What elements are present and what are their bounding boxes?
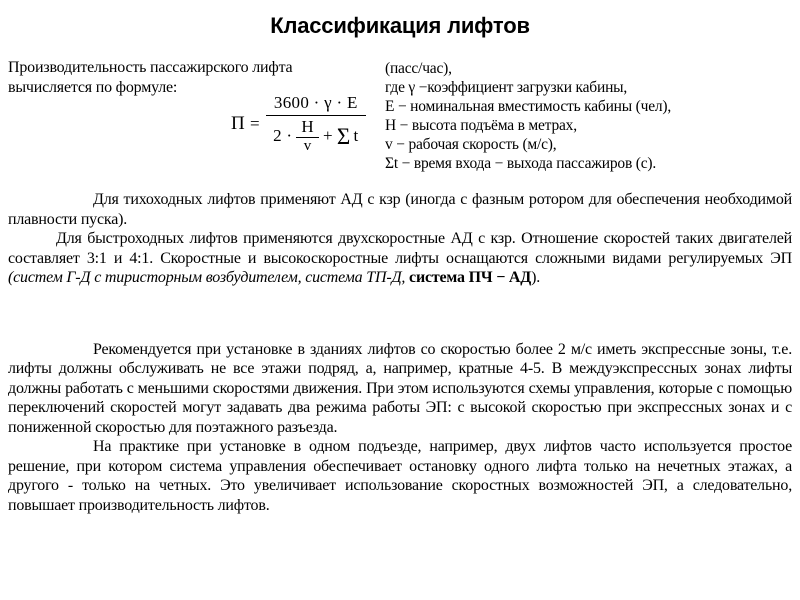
paragraph-slow-elevators: Для тихоходных лифтов применяют АД с кзр (иногда с фазным ротором для обеспечения необходимой плавности пуска). — [8, 191, 792, 228]
legend-line-E: E − номинальная вместимость кабины (чел), — [385, 98, 672, 115]
paragraph-fast-tail: ). — [531, 269, 541, 286]
intro-line-2: вычисляется по формуле: — [8, 78, 178, 96]
paragraph-fast-bold: система ПЧ − АД — [409, 269, 532, 286]
sigma-symbol: Σ — [336, 123, 351, 149]
page-title: Классификация лифтов — [270, 13, 530, 38]
formula-fraction — [266, 93, 366, 155]
legend-line-v: v − рабочая скорость (м/с), — [385, 136, 557, 153]
paragraph-fast-elevators — [8, 229, 792, 288]
formula-legend — [385, 59, 793, 173]
intro-line-1: Производительность пассажирского лифта — [8, 59, 293, 76]
formula-denominator — [273, 116, 359, 155]
formula-plus: + — [322, 126, 333, 146]
productivity-formula — [231, 93, 366, 155]
paragraph-express-zones: Рекомендуется при установке в зданиях лифтов со скоростью более 2 м/с иметь экспрессные зоны, т.е. лифты должны обслуживать не все этажи подряд, а, например, кратные 4-5. В междуэкспрессных зонах лифты должны работать с меньшими скоростями движения. При этом используются схемы управления, которые с помощью переключений скоростей могут задавать два режима работы ЭП: с высокой скоростью при экспрессных зонах и с пониженной скоростью для поэтажного разъезда. — [8, 340, 792, 436]
formula-inner-fraction — [296, 118, 319, 155]
formula-t: t — [353, 126, 359, 146]
paragraph-fast-italic: (систем Г-Д с тиристорным возбудителем, система ТП-Д, — [8, 269, 410, 286]
formula-den-prefix: 2 · — [273, 126, 293, 146]
legend-line-gamma: где γ −коэффициент загрузки кабины, — [385, 79, 628, 96]
body-text — [8, 190, 792, 515]
paragraph-fast-normal: Для быстроходных лифтов применяются двухскоростные АД с кзр. Отношение скоростей таких двигателей составляет 3:1 и 4:1. Скоростные и высокоскоростные лифты оснащаются сложными видами регулируемых ЭП — [8, 230, 792, 267]
formula-inner-numerator: H — [296, 118, 319, 138]
intro-text — [8, 58, 338, 97]
formula-inner-denominator: v — [303, 137, 312, 154]
legend-line-sigma-t: Σt − время входа − выхода пассажиров (с). — [385, 155, 657, 172]
formula-equals: = — [250, 113, 260, 133]
formula-numerator: 3600 · γ · E — [266, 93, 366, 116]
formula-lhs: П — [231, 112, 246, 134]
paragraph-practice: На практике при установке в одном подъезде, например, двух лифтов часто используется простое решение, при котором система управления обеспечивает остановку одного лифта только на нечетных этажах, а другого - только на четных. Это увеличивает использование скоростных возможностей ЭП, а следовательно, повышает производительность лифтов. — [8, 438, 792, 514]
legend-line-H: H − высота подъёма в метрах, — [385, 117, 577, 134]
legend-line-units: (пасс/час), — [385, 60, 452, 77]
